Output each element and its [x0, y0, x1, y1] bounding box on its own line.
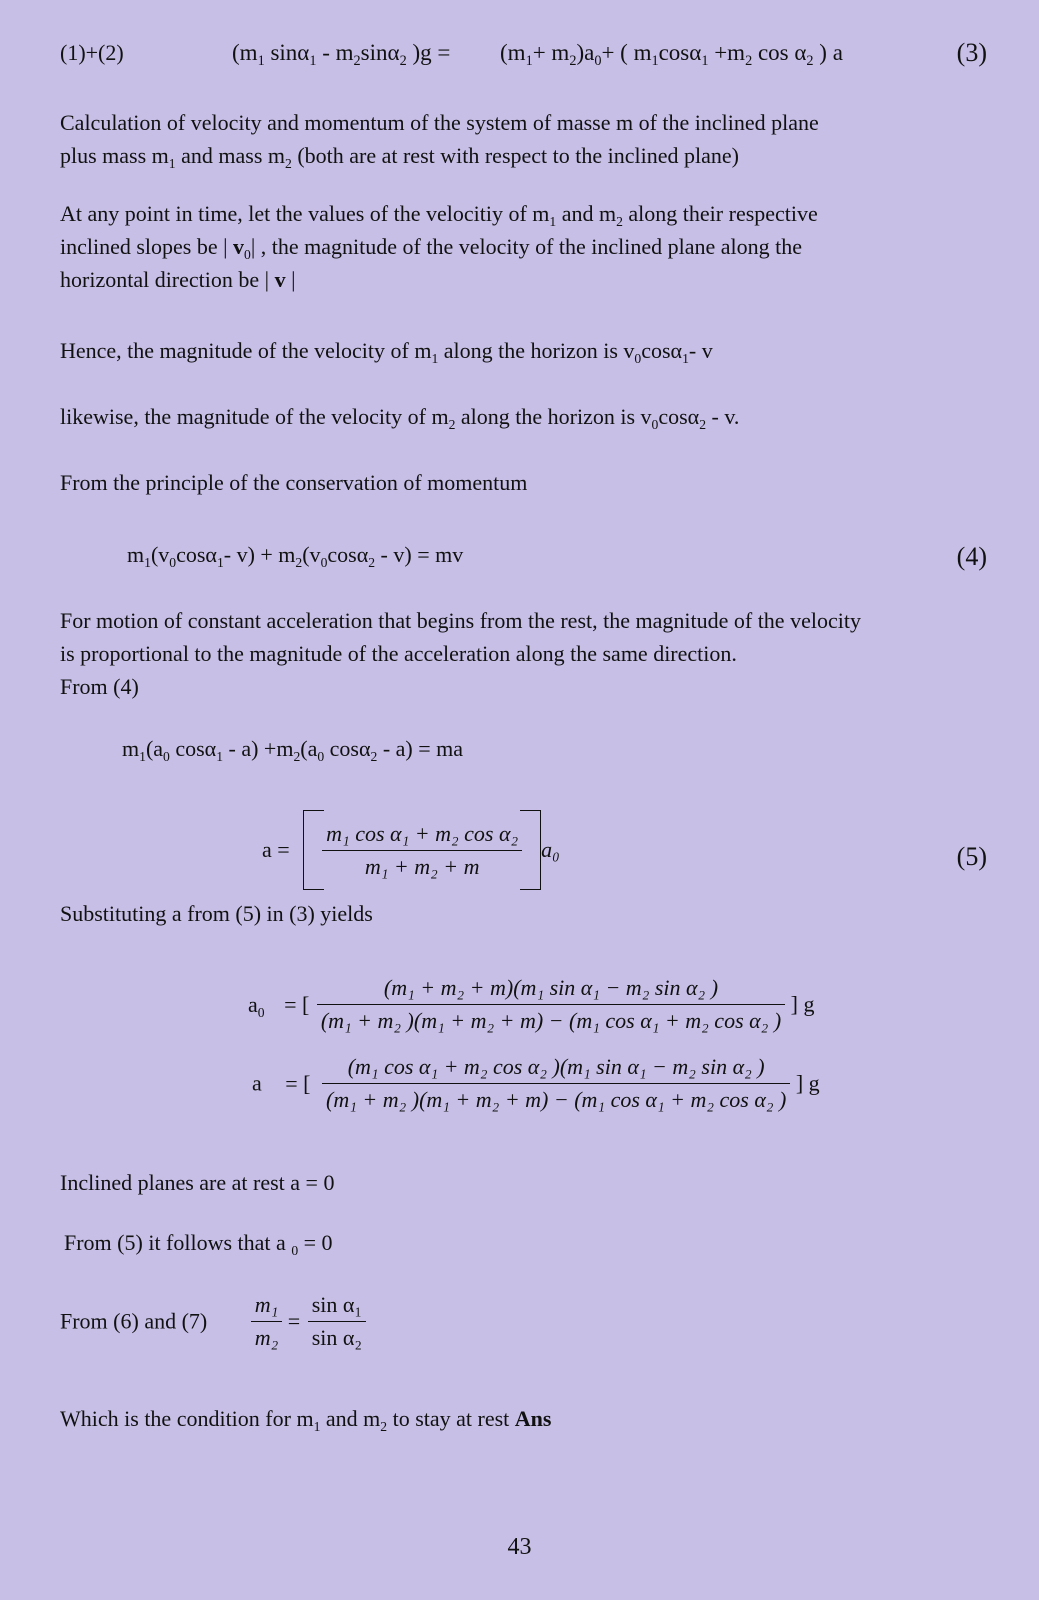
rest-line: Inclined planes are at rest a = 0	[60, 1170, 335, 1195]
equation-3-number: (3)	[956, 38, 987, 67]
substituting-line: Substituting a from (5) in (3) yields	[60, 901, 373, 926]
a-numerator: (m₁ cos α₁ + m₂ cos α₂ )(m₁ sin α₁ − m₂ sin α₂ )	[347, 1054, 765, 1079]
a0-denominator: (m₁ + m₂ )(m₁ + m₂ + m) − (m₁ cos α₁ + m₂ cos α₂ )	[317, 1004, 785, 1034]
equation-4-number: (4)	[956, 542, 987, 571]
calculation-paragraph	[60, 106, 990, 172]
hence-line: Hence, the magnitude of the velocity of $m_1$ along the horizon is $v_0\cos\alpha_1-$ v	[60, 338, 713, 366]
equation-3-label: (1)+(2)	[60, 40, 124, 65]
equation-5-numerator: m₁ cos α₁ + m₂ cos α₂	[326, 820, 519, 846]
a-denominator: (m₁ + m₂ )(m₁ + m₂ + m) − (m₁ cos α₁ + m₂ cos α₂ )	[322, 1083, 790, 1113]
calculation-line-1: Calculation of velocity and momentum of the system of masse m of the inclined plane	[60, 110, 819, 135]
equation-5: a = $\frac{\text{m₁ cos α₁ + m₂ cos α₂}}{\text{m₁ + m₂ + m}}$ a₀	[262, 810, 560, 890]
equation-3	[60, 40, 990, 69]
likewise-line: likewise, the magnitude of the velocity of $m_2$ along the horizon is $v_0\cos\alpha_2$ - v.	[60, 404, 740, 432]
page-number: 43	[507, 1534, 532, 1560]
answer-marker: Ans	[514, 1406, 552, 1431]
equation-3-rhs: $(m_1+ m_2)a_0+$ ( $m_1\cos\alpha_1 +m_2$ $\cos \alpha_2$ ) a	[500, 40, 843, 69]
follows-line: From (5) it follows that a $_0$ = 0	[64, 1230, 333, 1258]
velocity-definition-paragraph: At any point in time, let the values of the velocitiy of $m_1$ and $m_2$ along their respective inclined slopes be | $v_0|$ , the magnitude of the velocity of the inclined plane along the horizontal direction be | v |	[60, 201, 818, 292]
a-equation: a = [ $\frac{\text{(m₁ cos α₁ + m₂ cos α₂ )(m₁ sin α₁ − m₂ sin α₂ )}}{\text{(m₁ + m₂ )(m₁ + m₂ + m) − (m₁ cos α₁ + m₂ cos α₂ )}}$ ] g	[252, 1054, 820, 1112]
equation-5-number: (5)	[956, 842, 987, 871]
acceleration-equation: $m_1(a_0$ $\cos\alpha_1 - a) +m_2(a_0$ cosα$_2$ - a) = ma	[122, 736, 464, 764]
calculation-line-2: plus mass $m_1$ and mass $m_2$ (both are at rest with respect to the inclined plane)	[60, 143, 739, 171]
motion-paragraph: For motion of constant acceleration that begins from the rest, the magnitude of the velocity is proportional to the magnitude of the acceleration along the same direction. From (4)	[60, 608, 861, 699]
from-6-7-equation: From (6) and (7) $\frac{\text{m₁}}{\text{m₂}}$ = $\frac{\text{sin α₁}}{\text{sin α₂}}$	[60, 1292, 366, 1351]
a0-numerator: (m₁ + m₂ + m)(m₁ sin α₁ − m₂ sin α₂ )	[383, 975, 719, 1000]
equation-4: $m_1(v_0\cos\alpha_1-$ $v) + m_2(v_0\cos\alpha_2 - v)$ = mv	[127, 542, 464, 570]
a0-equation: $a_0$ = [ $\frac{\text{(m₁ + m₂ + m)(m₁ sin α₁ − m₂ sin α₂ )}}{\text{(m₁ + m₂ )(m₁ + m₂ + m) − (m₁ cos α₁ + m₂ cos α₂ )}}$ ] g	[248, 975, 815, 1033]
equation-3-lhs: ($m_1$ $\sin\alpha_1 - m_2\sin\alpha_2$ )g =	[232, 40, 451, 69]
equation-5-denominator: m₁ + m₂ + m	[322, 850, 522, 880]
principle-line: From the principle of the conservation of momentum	[60, 470, 528, 495]
condition-line: Which is the condition for $m_1$ and $m_2$ to stay at rest Ans	[60, 1406, 552, 1434]
